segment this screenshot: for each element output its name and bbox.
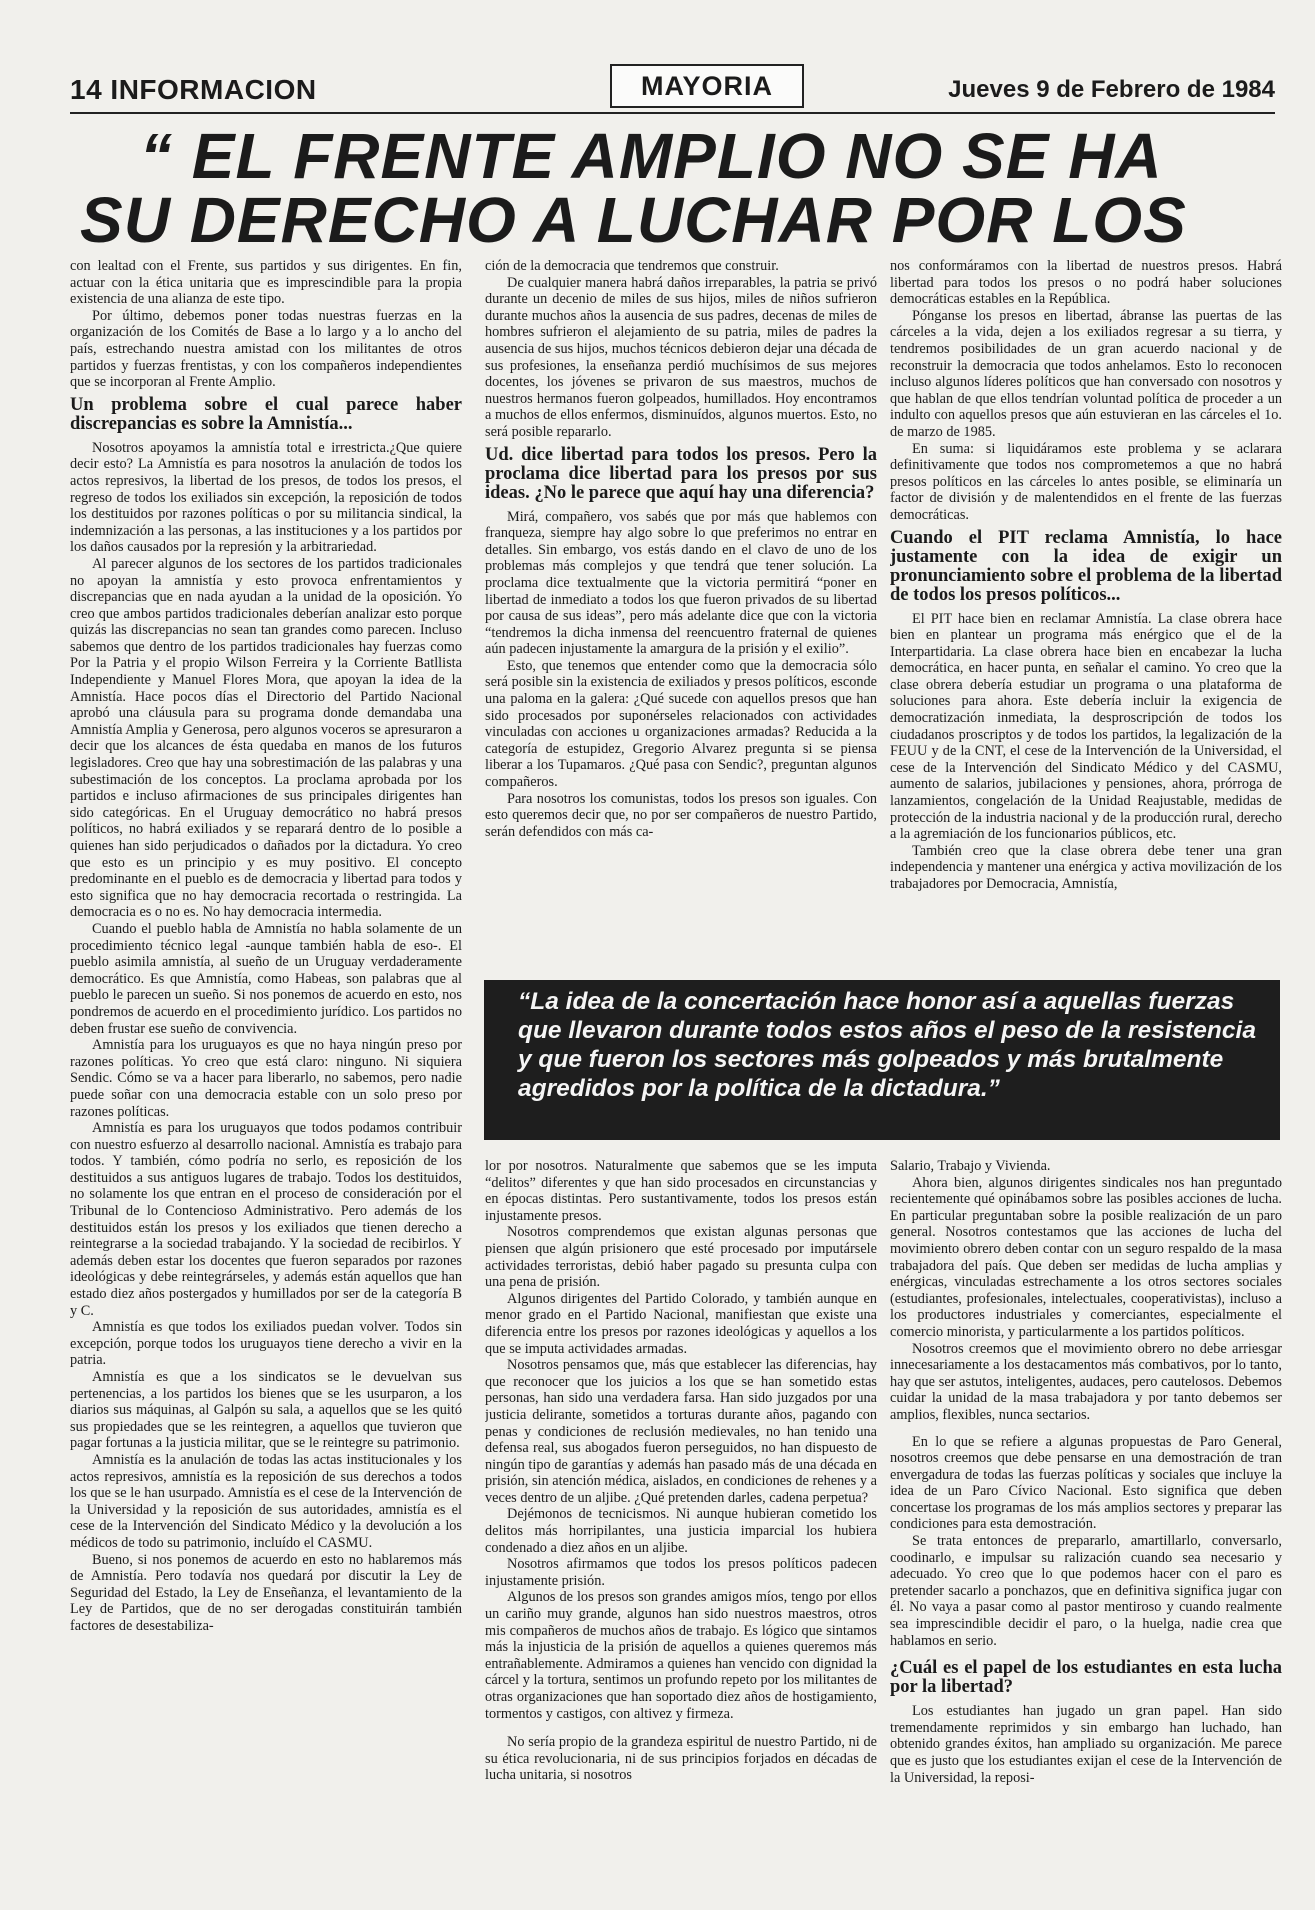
page-header — [70, 72, 1275, 114]
paragraph: Al parecer algunos de los sectores de los partidos tradicionales no apoyan la amnistía y esto provoca enfrentamientos y discrepancias que en nada ayudan a la unidad de la oposición. Yo creo que ambos partidos tradicionales deberían analizar esto porque quizás las discrepancias no sean tan grandes como parecen. Incluso sabemos que dentro de los partidos tradicionales hay fuerzas como Por la Patria y el propio Wilson Ferreira y la Corriente Batllista Independiente y Manuel Flores Mora, que apoyan la idea de la Amnistía. Hace pocos días el Directorio del Partido Nacional aprobó una cláusula para su programa donde demandaba una Amnistía Amplia y Generosa, pero algunos voceros se apresuraron a decir que los alcances de ésta quedaba en manos de los futuros legisladores. Creo que hay una sobrestimación de las palabras y una subestimación de los conceptos. La proclama aprobada por los partidos e incluso afirmaciones de sus principales dirigentes han sido categóricas. En el Uruguay democrático no habrá presos políticos, no habrá exiliados y se reparará dentro de lo posible a quienes han sido perjudicados o dañados por la dictadura. Yo creo que esto es un principio y es muy positivo. El concepto predominante en el pueblo es de democracia y libertad para todos y esto significa que no hay democracia recortada o restringida. La democracia es o no es. No hay democracia intermedia. — [70, 555, 462, 921]
paragraph: Nosotros afirmamos que todos los presos políticos padecen injustamente prisión. — [485, 1556, 877, 1589]
paragraph: Nosotros creemos que el movimiento obrero no debe arriesgar innecesariamente a los destacamentos más combativos, por lo tanto, hay que ser astutos, inteligentes, audaces, pero cautelosos. Debemos cuidar la unidad de la masa trabajadora y por tanto debemos ser amplios, flexibles, nunca sectarios. — [890, 1340, 1282, 1423]
paragraph: ción de la democracia que tendremos que construir. — [485, 258, 779, 274]
paragraph: Bueno, si nos ponemos de acuerdo en esto no hablaremos más de Amnistía. Pero todavía nos quedará por discutir la Ley de Seguridad del Estado, la Ley de Enseñanza, el levantamiento de la Ley de Partidos, que de no ser derogadas constituirán también factores de desestabiliza- — [70, 1551, 462, 1634]
issue-date: Jueves 9 de Febrero de 1984 — [948, 76, 1275, 103]
paragraph: nos conformáramos con la libertad de nuestros presos. Habrá libertad para todos los presos o no podrá haber soluciones democráticas estables en la República. — [890, 258, 1282, 308]
paragraph: Amnistía es que a los sindicatos se le devuelvan sus pertenencias, a los partidos los bienes que se les usurparon, a los diarios sus máquinas, al Galpón su sala, a aquellos que se les quitó sus propiedades que se les reintegren, a aquellos que tuvieron que pagar fortunas a la justicia militar, que se le reintegre su patrimonio. — [70, 1369, 462, 1452]
paragraph: En suma: si liquidáramos este problema y se aclarara definitivamente que todos nos comprometemos a que no habrá presos políticos en las cárceles lo antes posible, se eliminaría un factor de división y de malentendidos en el frente de las fuerzas democráticas. — [890, 440, 1282, 523]
paragraph: Amnistía es para los uruguayos que todos podamos contribuir con nuestro esfuerzo al desarrollo nacional. Amnistía es trabajo para todos. Y también, cómo podría no serlo, es reposición de los destituidos a sus antiguos lugares de trabajo. Todos los destituidos, no solamente los que entran en el proceso de consideración por el Tribunal de lo Contencioso Administrativo. Pero además de los destituidos están los presos y los exiliados que tienen derecho a reintegrarse a la sociedad trabajando. Y la sociedad de recibirlos. Y además deben estar los docentes que fueron separados por razones ideológicas y debe reintegrárseles, y además están aquellos que han estado diez años postergados y humillados por ser de la categoría B y C. — [70, 1120, 462, 1319]
paragraph: con lealtad con el Frente, sus partidos y sus dirigentes. En fin, actuar con la ética unitaria que es imprescindible para la propia existencia de una alianza de este tipo. — [70, 258, 462, 308]
paragraph: Cuando el pueblo habla de Amnistía no habla solamente de un procedimiento técnico legal -aunque también habla de eso-. El pueblo asimila amnistía, al sueño de un Uruguay verdaderamente democrático. Es que Amnistía, como Habeas, son palabras que al pueblo le parecen un sueño. Si nos ponemos de acuerdo en esto, nos pondremos de acuerdo en el procedimiento jurídico. Los partidos no deben frustar ese sueño de convivencia. — [70, 920, 462, 1037]
headline-line-2: SU DERECHO A LUCHAR POR LOS — [80, 184, 1187, 255]
paragraph: lor por nosotros. Naturalmente que sabemos que se les imputa “delitos” diferentes y que han sido procesados en circunstancias y en épocas distintas. Pero sustantivamente, todos los presos están injustamente presos. — [485, 1158, 877, 1224]
column-3-top — [890, 258, 1282, 988]
paragraph: En lo que se refiere a algunas propuestas de Paro General, nosotros creemos que debe pensarse en una demostración de tran envergadura de todas las fuerzas políticas y sociales que incluye la idea de un Paro Cívico Nacional. Esto significa que deben concertase los programas de los más amplios sectores y preparar las condiciones para esta demostración. — [890, 1433, 1282, 1533]
paragraph: Se trata entonces de prepararlo, amartillarlo, conversarlo, coodinarlo, e impulsar su ralización cuando sea necesario y adecuado. Yo creo que lo que podemos hacer con el paro es pretender sacarlo a ponchazos, que en definitiva significa jugar con él. No vaya a pasar como al pastor mentiroso y cuando realmente sea imprescindible decidir el paro, o la huelga, nadie crea que hablamos en serio. — [890, 1533, 1282, 1649]
headline — [0, 125, 1315, 255]
paragraph: Nosotros pensamos que, más que establecer las diferencias, hay que reconocer que los juicios a los que se han sometido estas personas, han sido una verdadera farsa. Han sido juzgados por una justicia delirante, sometidos a torturas durante años, pagando con penas y condiciones de reclusión medievales, no han tenido una defensa real, sus abogados fueron perseguidos, no han dispuesto de ningún tipo de garantías y además han pasado más de una década en prisión, sin atención médica, aislados, en condiciones de rehenes y a veces dentro de un aljibe. ¿Qué pretenden darles, cadena perpetua? — [485, 1357, 877, 1506]
paragraph: Por último, debemos poner todas nuestras fuerzas en la organización de los Comités de Base a lo largo y a lo ancho del país, estrechando nuestra amistad con los militantes de otros partidos y fuerzas frentistas, y con los compañeros independientes que se incorporan al Frente Amplio. — [70, 307, 462, 391]
paragraph: Salario, Trabajo y Vivienda. — [890, 1158, 1051, 1174]
paragraph: Nosotros comprendemos que existan algunas personas que piensen que algún prisionero que esté procesado por imputársele actividades terroristas, debió haber pagado su presunta culpa con una pena de prisión. — [485, 1224, 877, 1291]
paragraph: No sería propio de la grandeza espiritul de nuestro Partido, ni de su ética revolucionaria, ni de sus principios forjados en décadas de lucha unitaria, si nosotros — [485, 1734, 877, 1784]
interview-question: Ud. dice libertad para todos los presos. Pero la proclama dice libertad para los presos por sus ideas. ¿No le parece que aquí hay una diferencia? — [485, 444, 877, 503]
paragraph: Mirá, compañero, vos sabés que por más que hablemos con franqueza, siempre hay algo sobre lo que preferimos no entrar en detalles. Sin embargo, vos estás dando en el clavo de uno de los problemas más complejos y que tendrá que tener solución. La proclama dice textualmente que la victoria permitirá “poner en libertad de inmediato a todos los que fueron privados de su libertad por causa de sus ideas”, pero más adelante dice que con la victoria “tendremos la dicha inmensa del reencuentro fraternal de quienes aún padecen injustamente la amargura de la prisión y el exilio”. — [485, 508, 877, 658]
column-3-bottom — [890, 1158, 1282, 1870]
paragraph: Para nosotros los comunistas, todos los presos son iguales. Con esto queremos decir que, no por ser compañeros de nuestro Partido, serán defendidos con más ca- — [485, 790, 877, 840]
column-2-top — [485, 258, 877, 988]
paragraph: También creo que la clase obrera debe tener una gran independencia y mantener una enérgica y activa movilización de los trabajadores por Democracia, Amnistía, — [890, 842, 1282, 892]
column-2-bottom — [485, 1158, 877, 1870]
paragraph: El PIT hace bien en reclamar Amnistía. La clase obrera hace bien en plantear un programa más enérgico que el de la Interpartidaria. La clase obrera hace bien en encabezar la lucha democrática, en hacer punta, en señalar el camino. Yo creo que la clase obrera debería estudiar un programa o una plataforma de soluciones para ahora. Este debería incluir la exigencia de democratización inmediata, la desproscripción de todos los ciudadanos proscriptos y de todos los partidos, la legalización de la FEUU y de la CNT, el cese de la Intervención de la Universidad, el cese de la Intervención del Sindicato Médico y del CASMU, aumento de salarios, jubilaciones y pensiones, ahora, prórroga de lanzamientos, congelación de la Unidad Reajustable, medidas de protección de la industria nacional y de la producción rural, derecho a la agremiación de los funcionarios públicos, etc. — [890, 610, 1282, 843]
paragraph: Dejémonos de tecnicismos. Ni aunque hubieran cometido los delitos más horripilantes, una justicia imparcial los hubiera condenado a diez años en un aljibe. — [485, 1506, 877, 1556]
interview-question: Cuando el PIT reclama Amnistía, lo hace justamente con la idea de exigir un pronunciamiento sobre el problema de la libertad de todos los presos políticos... — [890, 527, 1282, 605]
paragraph: Ahora bien, algunos dirigentes sindicales nos han preguntado recientemente qué opinábamos sobre las posibles acciones de lucha. En particular preguntaban sobre la posible realización de un paro general. Nosotros contestamos que las acciones de lucha del movimiento obrero deben contar con un seguro respaldo de la masa trabajadora del país. Que deben ser medidas de lucha amplias y enérgicas, vinculadas estrechamente a los otros sectores sociales (estudiantes, profesionales, intelectuales, cooperativistas), incluso a los productores industriales y comerciantes, especialmente el comercio minorista, y particularmente a los partidos políticos. — [890, 1174, 1282, 1340]
paragraph: Amnistía es la anulación de todas las actas institucionales y los actos represivos, amnistía es la reposición de sus derechos a todos los que se le han usurpado. Amnistía es el cese de la Intervención de la Universidad y la reposición de sus autoridades, amnistía es el cese de la Intervención del Sindicato Médico y la devolución a los médicos de todo su patrimonio, incluído el CASMU. — [70, 1451, 462, 1551]
interview-question: Un problema sobre el cual parece haber discrepancias es sobre la Amnistía... — [70, 394, 462, 434]
paragraph: Los estudiantes han jugado un gran papel. Han sido tremendamente reprimidos y sin embargo han luchado, han obtenido grandes éxitos, han ampliado su organización. Me parece que es justo que los estudiantes exijan el cese de la Intervención de la Universidad, la reposi- — [890, 1703, 1282, 1786]
masthead-logo: MAYORIA — [610, 64, 804, 108]
paragraph: Nosotros apoyamos la amnistía total e irrestricta.¿Que quiere decir esto? La Amnistía es para nosotros la anulación de todos los actos represivos, la libertad de los presos, de todos los presos, el regreso de todos los exiliados sin excepción, la reposición de todos los destituidos por razones políticas o por su militancia sindical, la indemnización a las personas, a las instituciones y a los partidos por los daños causados por la represión y la arbitrariedad. — [70, 439, 462, 556]
headline-line-1: “ EL FRENTE AMPLIO NO SE HA — [140, 125, 1163, 192]
interview-question: ¿Cuál es el papel de los estudiantes en esta lucha por la libertad? — [890, 1658, 1282, 1698]
paragraph: Esto, que tenemos que entender como que la democracia sólo será posible sin la existencia de exiliados y presos políticos, esconde una paloma en la galera: ¿Qué sucede con aquellos presos que han sido procesados por suponérseles relacionados con actividades vinculadas con acciones u organizaciones armadas? Reducida a la categoría de estupidez, Gregorio Alvarez pregunta si se piensa liberar a los Tupamaros. ¿Qué pasa con Sendic?, preguntan algunos compañeros. — [485, 657, 877, 791]
paragraph: Pónganse los presos en libertad, ábranse las puertas de las cárceles a la vida, dejen a los exiliados regresar a su tierra, y tendremos posibilidades de un gran acuerdo nacional y de reconstruir la democracia que todos anhelamos. Esto lo reconocen incluso algunos líderes políticos que han conversado con nosotros y que hablan de que ellos tendrían voluntad política de proceder a un indulto con aquellos presos que aún estuvieran en las cárceles el 1o. de marzo de 1985. — [890, 307, 1282, 440]
paragraph: Amnistía es que todos los exiliados puedan volver. Todos sin excepción, porque todos los uruguayos tiene derecho a vivir en la patria. — [70, 1319, 462, 1369]
paragraph: Amnistía para los uruguayos es que no haya ningún preso por razones políticas. Yo creo que está claro: ninguno. Ni siquiera Sendic. Cómo se va a hacer para liberarlo, no sabemos, pero nadie puede soñar con una democracia estable con un solo preso por razones políticas. — [70, 1037, 462, 1120]
paragraph: Algunos dirigentes del Partido Colorado, y también aunque en menor grado en el Partido Nacional, manifiestan que existe una diferencia entre los presos por razones ideológicas y aquellos a los que se imputa actividades armadas. — [485, 1290, 877, 1357]
paragraph: Algunos de los presos son grandes amigos míos, tengo por ellos un cariño muy grande, algunos han sido nuestros maestros, otros mis compañeros de muchos años de trabajo. Es lógico que sintamos más la injusticia de la prisión de aquellos a quienes queremos más entrañablemente. Admiramos a quienes han vencido con dignidad la cárcel y la tortura, sentimos un profundo repeto por los militantes de otras organizaciones que han soportado diez años de hostigamiento, tormentos y castigos, con altivez y firmeza. — [485, 1589, 877, 1722]
paragraph: De cualquier manera habrá daños irreparables, la patria se privó durante un decenio de miles de sus hijos, miles de niños sufrieron durante muchos años la ausencia de sus padres, decenas de miles de hombres sufrieron el alejamiento de su patria, miles de padres la ausencia de sus hijos, muchos técnicos debieron dejar una década de sus profesiones, la enseñanza perdió muchísimos de sus mejores docentes, los jóvenes se privaron de sus maestros, muchos de nuestros hermanos fueron golpeados, humillados. Hoy encontramos a muchos de ellos enfermos, disminuídos, algunos muertos. Esto, no será posible repararlo. — [485, 274, 877, 440]
page-section-label: 14 INFORMACION — [70, 74, 317, 105]
pull-quote: “La idea de la concertación hace honor así a aquellas fuerzas que llevaron durante todos estos años el peso de la resistencia y que fueron los sectores más golpeados y más brutalmente agredidos por la política de la dictadura.” — [484, 980, 1280, 1140]
column-1 — [70, 258, 462, 1868]
